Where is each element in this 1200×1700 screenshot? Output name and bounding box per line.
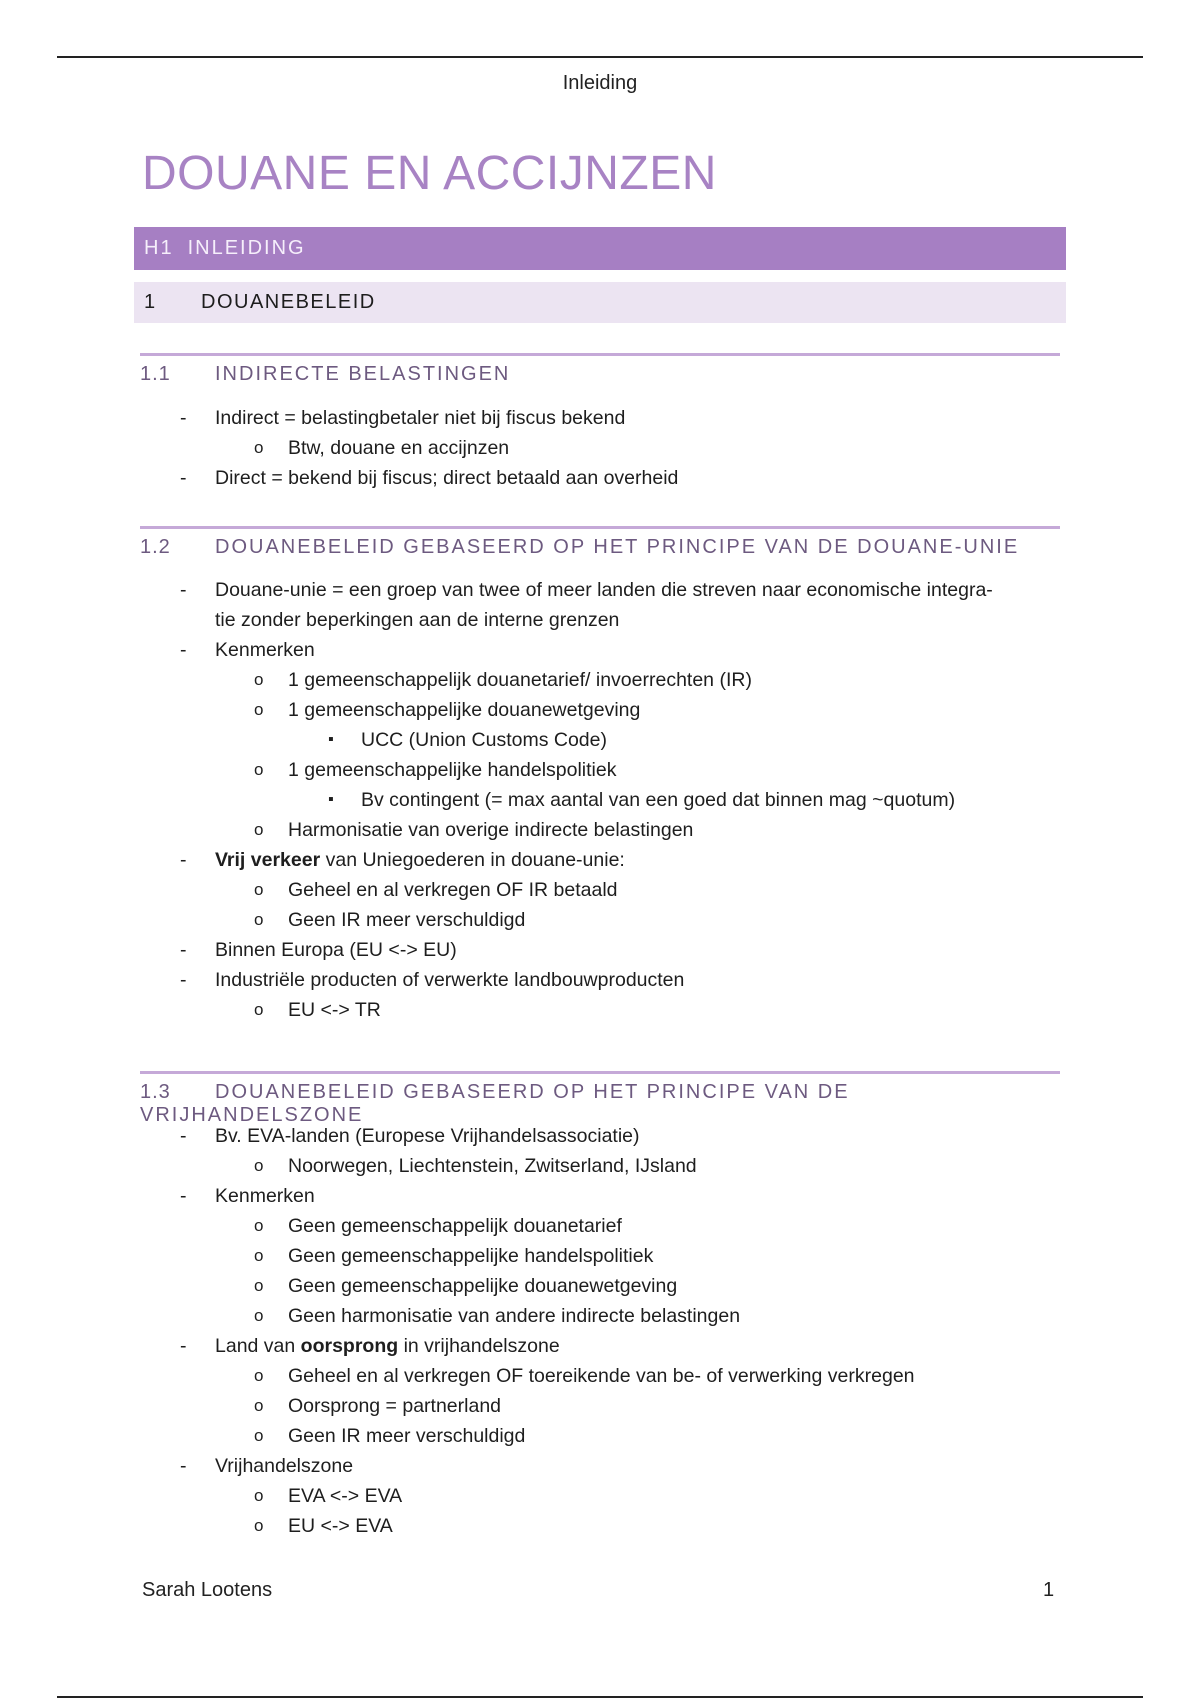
section-heading <box>140 526 1060 566</box>
list-item: - Kenmerken o 1 gemeenschappelijk douanetarief/ invoerrechten (IR) o 1 gemeenschappelijke douanewetgeving ▪ UCC (Union Customs Code) o 1 gemeenschappelijke handelspolitiek ▪ Bv contingent (= max aantal van een goed dat binnen mag ~quotum) o Harmonisatie van overige indirecte belastingen <box>140 635 1060 845</box>
heading-2-number: 1 <box>144 291 157 313</box>
list-item: o Geen IR meer verschuldigd <box>140 905 1060 935</box>
list-item: o Geheel en al verkregen OF IR betaald <box>140 875 1060 905</box>
running-header: Inleiding <box>562 72 638 94</box>
list-item: - Bv. EVA-landen (Europese Vrijhandelsassociatie) o Noorwegen, Liechtenstein, Zwitserland, IJsland <box>140 1121 1060 1181</box>
section-title: INDIRECTE BELASTINGEN <box>215 363 511 385</box>
list-item: o Geen IR meer verschuldigd <box>140 1421 1060 1451</box>
list-item: o Geen gemeenschappelijke handelspolitiek <box>140 1241 1060 1271</box>
list-item: o Geen harmonisatie van andere indirecte belastingen <box>140 1301 1060 1331</box>
heading-2-bar <box>134 282 1066 323</box>
section-heading <box>140 1071 1060 1126</box>
list-item: o Noorwegen, Liechtenstein, Zwitserland, IJsland <box>140 1151 1060 1181</box>
list-item: o EVA <-> EVA <box>140 1481 1060 1511</box>
list-item: o Geen gemeenschappelijk douanetarief <box>140 1211 1060 1241</box>
list-item: o 1 gemeenschappelijk douanetarief/ invoerrechten (IR) <box>140 665 1060 695</box>
list-item: ▪ Bv contingent (= max aantal van een goed dat binnen mag ~quotum) <box>140 785 1060 815</box>
document-title: DOUANE EN ACCIJNZEN <box>142 147 717 200</box>
bullet-list <box>140 1121 1060 1541</box>
list-item: o EU <-> TR <box>140 995 1060 1025</box>
section-1-3 <box>140 1071 1060 1541</box>
list-item: - Douane-unie = een groep van twee of meer landen die streven naar economische integra- tie zonder beperkingen aan de interne grenzen <box>140 575 1060 635</box>
list-item: o EU <-> EVA <box>140 1511 1060 1541</box>
header-rule <box>57 56 1143 58</box>
list-item: - Indirect = belastingbetaler niet bij fiscus bekend o Btw, douane en accijnzen <box>140 403 1060 463</box>
list-item: o Geen gemeenschappelijke douanewetgeving <box>140 1271 1060 1301</box>
bullet-list <box>140 575 1060 1025</box>
section-number: 1.2 <box>140 536 171 558</box>
list-item: o Harmonisatie van overige indirecte belastingen <box>140 815 1060 845</box>
footer-author: Sarah Lootens <box>142 1579 273 1601</box>
list-item: - Kenmerken o Geen gemeenschappelijk douanetarief o Geen gemeenschappelijke handelspolitiek o Geen gemeenschappelijke douanewetgeving o Geen harmonisatie van andere indirecte belastingen <box>140 1181 1060 1331</box>
list-item: o 1 gemeenschappelijke douanewetgeving ▪ UCC (Union Customs Code) <box>140 695 1060 755</box>
section-1-2 <box>140 526 1060 1025</box>
list-item: o Btw, douane en accijnzen <box>140 433 1060 463</box>
footer-rule <box>57 1696 1143 1698</box>
heading-1-label: INLEIDING <box>187 237 306 259</box>
footer-page-number: 1 <box>1043 1579 1055 1601</box>
section-title: DOUANEBELEID GEBASEERD OP HET PRINCIPE VAN DE DOUANE-UNIE <box>215 536 1020 558</box>
list-item: o Oorsprong = partnerland <box>140 1391 1060 1421</box>
bullet-list <box>140 403 1060 493</box>
section-number: 1.1 <box>140 363 171 385</box>
section-heading <box>140 353 1060 393</box>
list-item: - Direct = bekend bij fiscus; direct betaald aan overheid <box>140 463 1060 493</box>
section-1-1 <box>140 353 1060 493</box>
list-item: - Binnen Europa (EU <-> EU) <box>140 935 1060 965</box>
list-item: o Geheel en al verkregen OF toereikende van be- of verwerking verkregen <box>140 1361 1060 1391</box>
section-number: 1.3 <box>140 1081 171 1103</box>
list-item: ▪ UCC (Union Customs Code) <box>140 725 1060 755</box>
list-item: - Industriële producten of verwerkte landbouwproducten o EU <-> TR <box>140 965 1060 1025</box>
heading-1-number: H1 <box>144 237 174 259</box>
list-item: - Vrij verkeer van Uniegoederen in douane-unie: o Geheel en al verkregen OF IR betaald o Geen IR meer verschuldigd <box>140 845 1060 935</box>
list-item: - Land van oorsprong in vrijhandelszone o Geheel en al verkregen OF toereikende van be- of verwerking verkregen o Oorsprong = partnerland o Geen IR meer verschuldigd <box>140 1331 1060 1451</box>
heading-1-bar <box>134 227 1066 270</box>
section-title: DOUANEBELEID GEBASEERD OP HET PRINCIPE VAN DE VRIJHANDELSZONE <box>140 1081 850 1126</box>
list-item: - Vrijhandelszone o EVA <-> EVA o EU <-> EVA <box>140 1451 1060 1541</box>
list-item: o 1 gemeenschappelijke handelspolitiek ▪ Bv contingent (= max aantal van een goed dat binnen mag ~quotum) <box>140 755 1060 815</box>
heading-2-label: DOUANEBELEID <box>201 291 376 313</box>
